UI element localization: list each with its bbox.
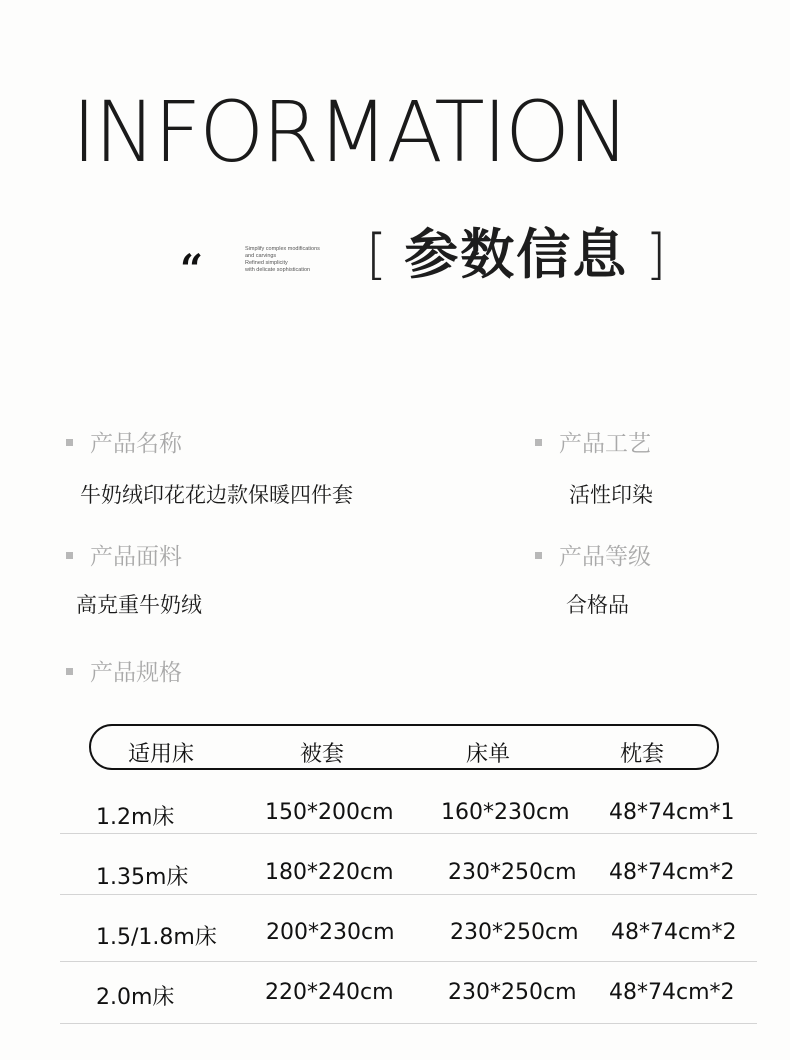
section-subtitle (366, 222, 667, 288)
bullet-icon (66, 552, 73, 559)
table-cell: 220*240cm (265, 980, 394, 1005)
table-cell: 180*220cm (265, 860, 394, 885)
param-value-grade: 合格品 (566, 593, 629, 617)
param-label-text: 产品名称 (90, 431, 182, 457)
table-cell: 230*250cm (448, 980, 577, 1005)
table-cell: 230*250cm (450, 920, 579, 945)
tagline-line: Refined simplicity (245, 260, 288, 266)
table-cell: 160*230cm (441, 800, 570, 825)
row-divider (60, 894, 757, 895)
param-value-fabric: 高克重牛奶绒 (76, 593, 202, 617)
param-label-text: 产品工艺 (559, 431, 651, 457)
table-header-sheet: 床单 (466, 742, 511, 767)
tagline-line: with delicate sophistication (245, 267, 311, 273)
table-cell: 48*74cm*1 (609, 800, 735, 825)
table-cell: 48*74cm*2 (609, 980, 735, 1005)
bracket-open: [ (366, 223, 388, 286)
tagline (245, 246, 345, 274)
param-label-spec (66, 654, 182, 687)
table-cell: 200*230cm (266, 920, 395, 945)
param-label-fabric (66, 538, 182, 571)
bracket-close: ] (645, 223, 667, 286)
table-cell: 48*74cm*2 (609, 860, 735, 885)
param-label-text: 产品规格 (90, 660, 182, 686)
param-value-name: 牛奶绒印花花边款保暖四件套 (80, 483, 353, 507)
param-label-craft (535, 425, 651, 458)
bullet-icon (66, 439, 73, 446)
table-cell: 1.35m床 (96, 865, 189, 890)
row-divider (60, 1023, 757, 1024)
table-cell: 1.2m床 (96, 805, 175, 830)
bullet-icon (66, 668, 73, 675)
bullet-icon (535, 439, 542, 446)
bullet-icon (535, 552, 542, 559)
tagline-line: Simplify complex modifications (245, 246, 320, 252)
quote-mark: “ (180, 246, 204, 293)
table-cell: 1.5/1.8m床 (96, 925, 217, 950)
table-cell: 230*250cm (448, 860, 577, 885)
table-header-bed: 适用床 (128, 742, 195, 767)
table-header-duvet: 被套 (300, 742, 345, 767)
param-value-craft: 活性印染 (569, 483, 653, 507)
param-label-name (66, 425, 182, 458)
table-cell: 48*74cm*2 (611, 920, 737, 945)
row-divider (60, 961, 757, 962)
page-title: INFORMATION (72, 83, 628, 181)
param-label-grade (535, 538, 651, 571)
subtitle-text: 参数信息 (404, 223, 629, 286)
table-header-pillow: 枕套 (620, 742, 665, 767)
table-cell: 2.0m床 (96, 985, 175, 1010)
param-label-text: 产品面料 (90, 544, 182, 570)
row-divider (60, 833, 757, 834)
param-label-text: 产品等级 (559, 544, 651, 570)
tagline-line: and carvings (245, 253, 277, 259)
table-cell: 150*200cm (265, 800, 394, 825)
